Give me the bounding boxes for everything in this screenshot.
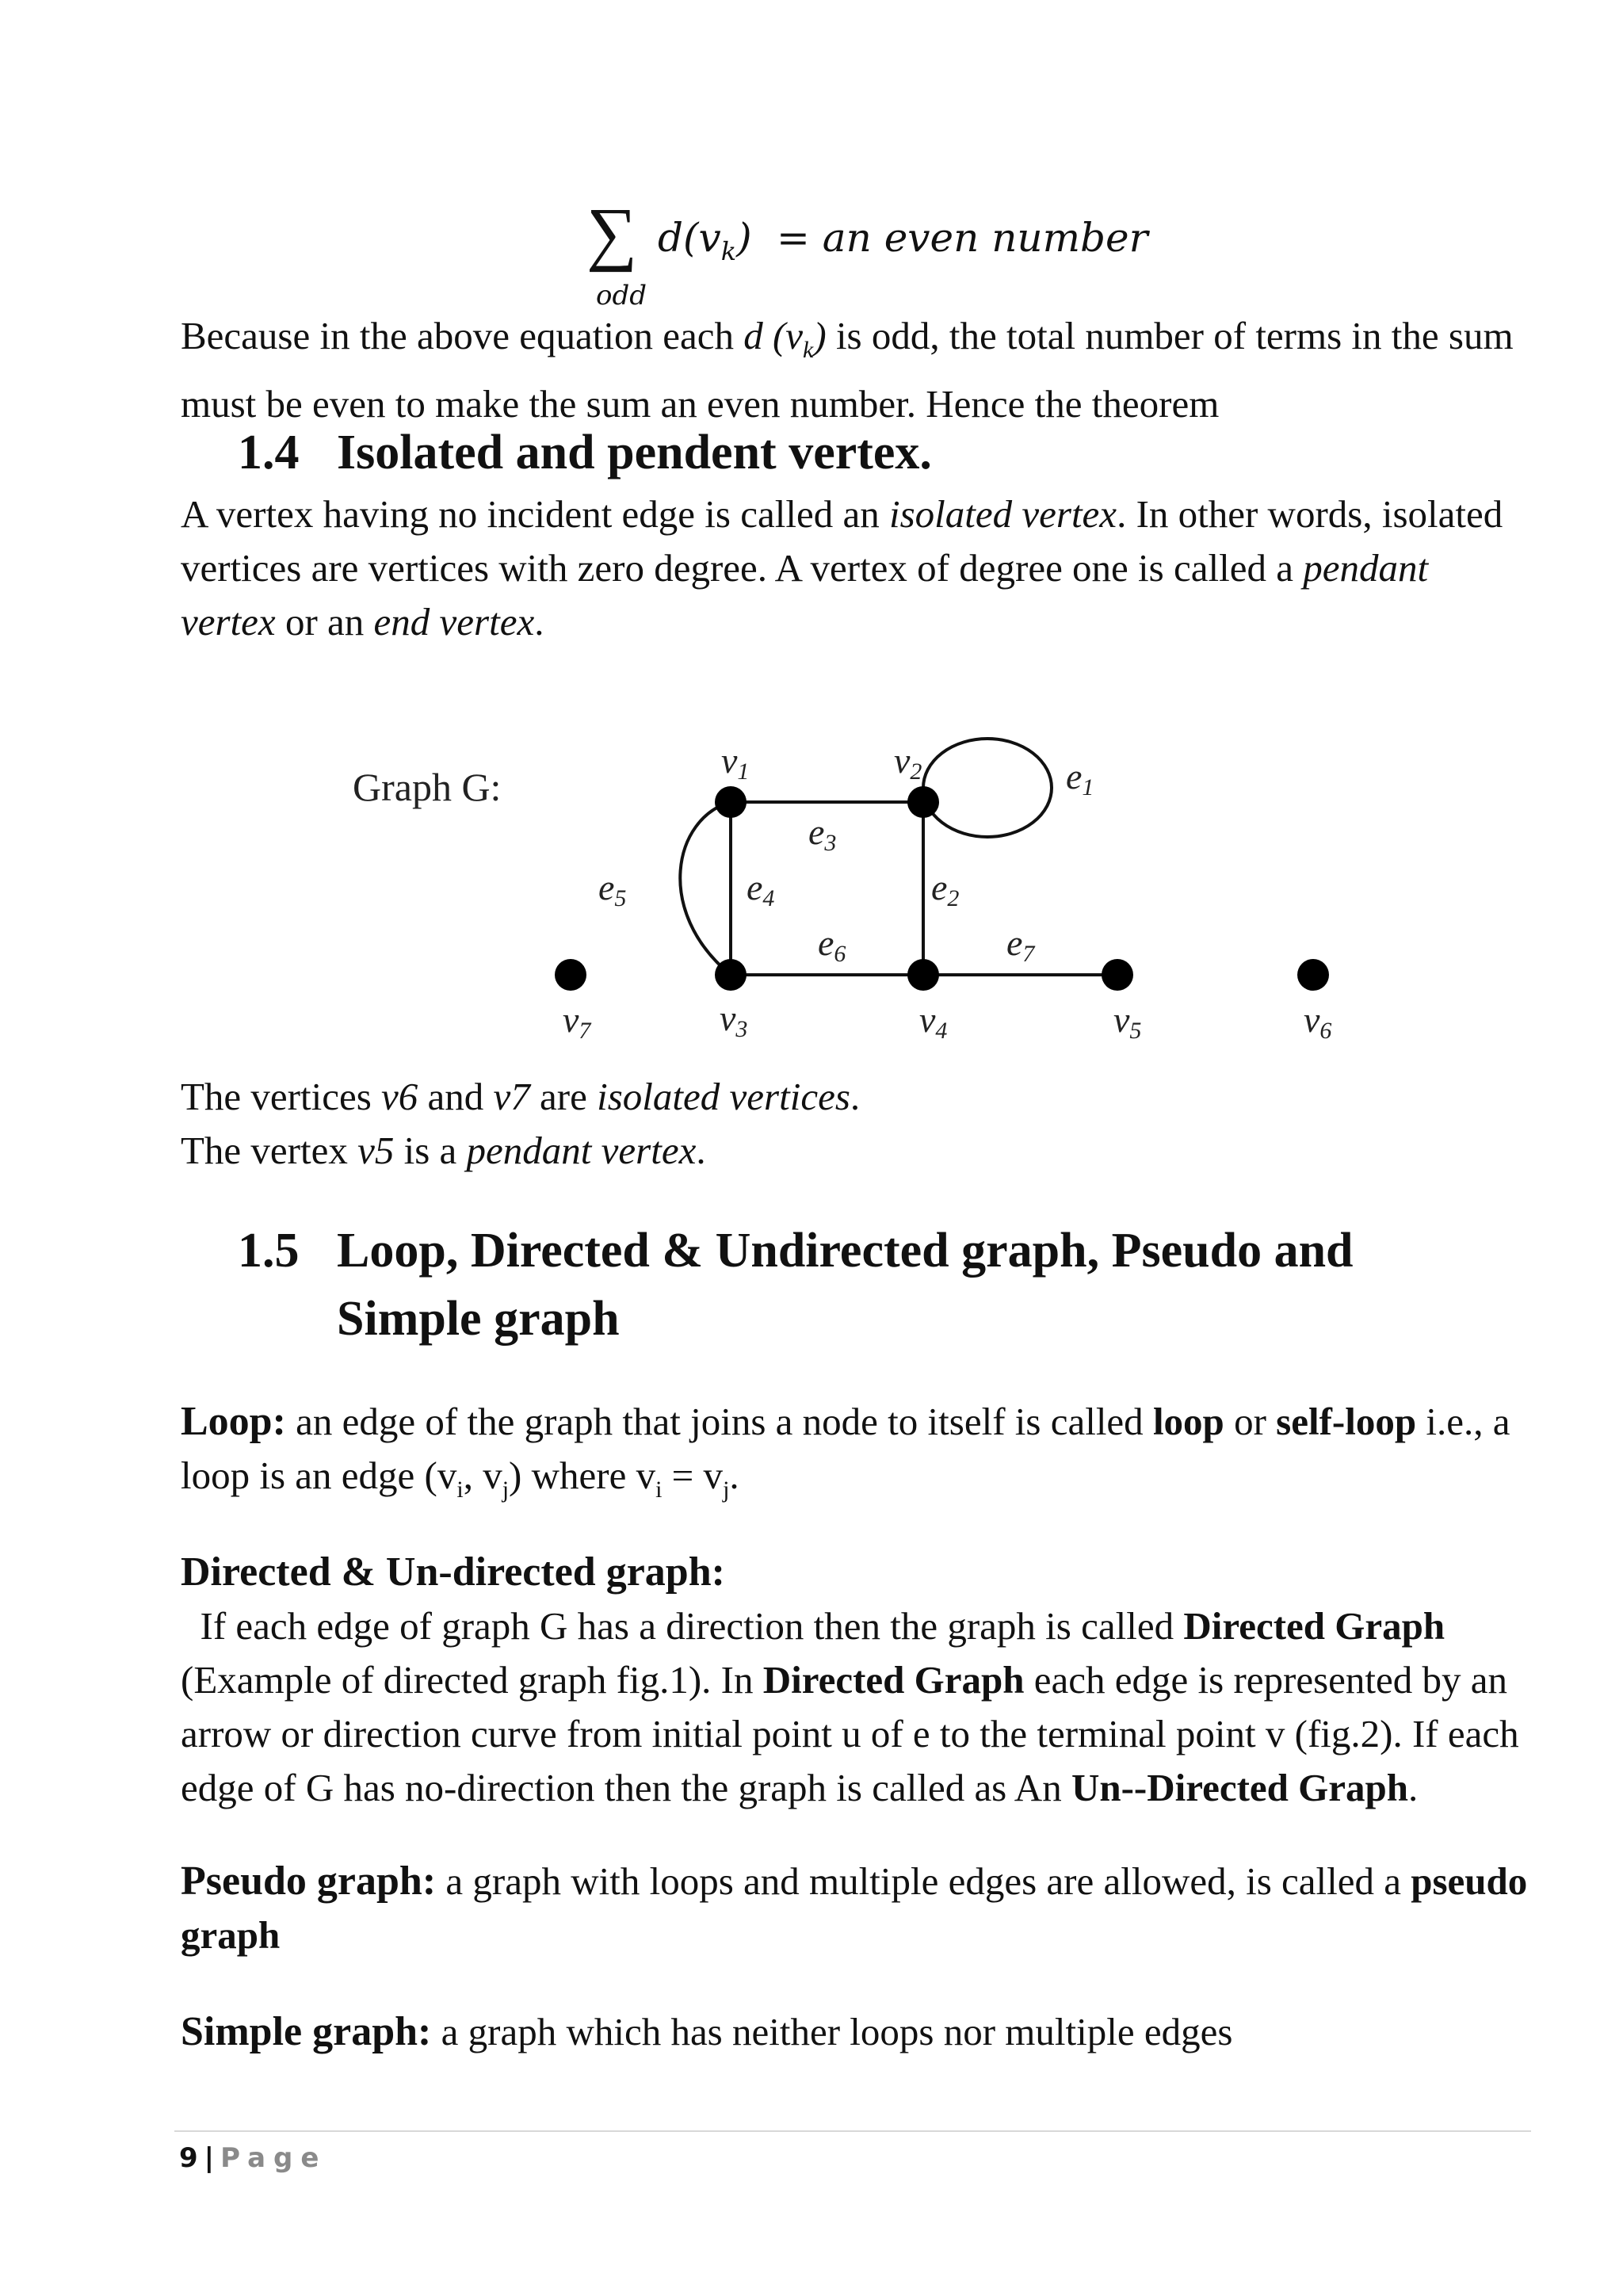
page-word: Page [220,2142,327,2174]
vertex-label-v5: v5 [1113,999,1142,1044]
paragraph-simple-graph: Simple graph: a graph which has neither loops nor multiple edges [181,2009,1233,2054]
graph-title: Graph G: [353,765,502,809]
term-label: Directed & Un-directed graph: [181,1549,725,1595]
paragraph-loop: Loop: an edge of the graph that joins a node to itself is called loop or self-loop i.e., a loop is an edge ($v_i$, $v_j$) where $v_i = v_j$. [181,1399,1510,1503]
section-heading-1-5 [238,1217,1506,1353]
vertex-label-v1: v1 [721,740,750,785]
section-number: 1.4 [238,426,300,479]
sigma-subscript: odd [596,280,647,311]
vertex-label-v2: v2 [894,740,922,785]
footer-divider [174,2130,1531,2132]
paragraph-even-sum: Because in the above equation each d $(v_k)$ is odd, the total number of terms in the sum must be even to make the sum an even number. Hence the theorem [181,314,1514,426]
vertex-v7 [555,959,586,991]
vertex-v6 [1297,959,1329,991]
paragraph-isolated-example: The vertices v6 and v7 are isolated vertices. [181,1075,861,1118]
edge-label-e7: e7 [1006,923,1035,967]
paragraph-pseudo-graph: Pseudo graph: a graph with loops and multiple edges are allowed, is called a pseudo graph [181,1859,1528,1957]
section-heading-1-4 [238,418,932,487]
paragraph-pendant-example: The vertex v5 is a pendant vertex. [181,1129,706,1172]
edge-e1-loop [923,739,1052,837]
page-number: 9 [179,2142,198,2174]
vertex-label-v7: v7 [563,999,591,1044]
vertex-v3 [715,959,747,991]
sigma-symbol: ∑ [586,194,638,273]
section-number: 1.5 [238,1224,300,1278]
vertex-label-v6: v6 [1304,999,1332,1044]
edge-label-e1: e1 [1066,756,1094,800]
section-title: Loop, Directed & Undirected graph, Pseudo and Simple graph [337,1224,1354,1346]
edge-label-e4: e4 [747,867,775,911]
vertex-v2 [907,786,939,818]
equation-lhs: $d(v_k)$ [658,215,752,266]
paragraph-directed-undirected: Directed & Un-directed graph: If each edge of graph G has a direction then the graph is called Directed Graph (Example of directed graph fig.1). In Directed Graph each edge is represented by an arrow or direction curve from initial point u of e to the terminal point v (fig.2). If each edge of G has no-direction then the graph is called as An Un--Directed Graph. [181,1549,1519,1809]
edge-label-e5: e5 [598,867,627,911]
edge-label-e6: e6 [818,923,846,967]
section-title: Isolated and pendent vertex. [337,426,932,479]
term-label: Loop: [181,1399,286,1444]
vertex-v5 [1102,959,1133,991]
term-label: Pseudo graph: [181,1859,437,1904]
edge-label-e2: e2 [931,867,960,911]
edge-e5 [680,802,731,975]
vertex-v4 [907,959,939,991]
vertex-v1 [715,786,747,818]
equation-rhs: = an even number [777,215,1148,261]
page-footer [179,2138,327,2178]
term-label: Simple graph: [181,2009,432,2054]
vertex-label-v4: v4 [919,999,948,1044]
edge-label-e3: e3 [808,812,837,856]
vertex-label-v3: v3 [720,998,748,1042]
degree-sum-equation [586,194,1148,321]
graph-g-figure [333,729,1363,1062]
paragraph-isolated-definition: A vertex having no incident edge is called an isolated vertex. In other words, isolated vertices are vertices with zero degree. A vertex of degree one is called a pendant vertex or an end vertex. [181,492,1503,644]
footer-separator: | [204,2142,215,2174]
